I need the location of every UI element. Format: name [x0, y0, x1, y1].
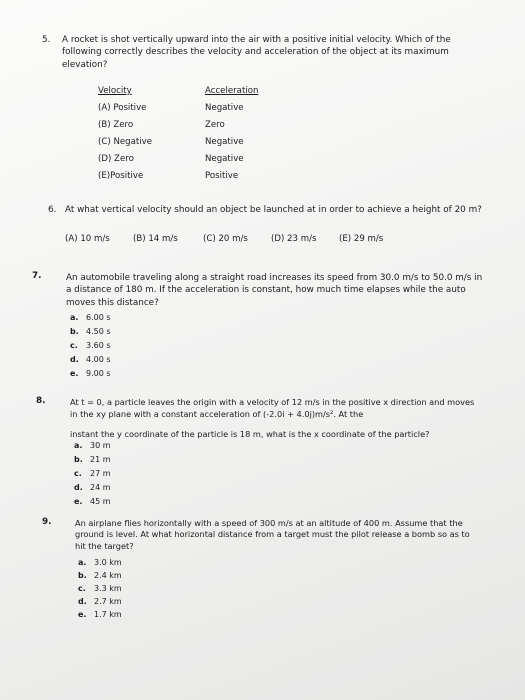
option-value: 1.7 km	[94, 610, 122, 619]
question-5-number: 5.	[42, 35, 51, 45]
option-value: 4.50 s	[86, 327, 111, 336]
question-5-text: A rocket is shot vertically upward into the air with a positive initial velocity. Which of the following correctly describes the velocity and acceleration of the object at its maximum elevation?	[62, 35, 451, 70]
q5-option-a-velocity: (A) Positive	[98, 103, 147, 113]
question-7-text: An automobile traveling along a straight road increases its speed from 30.0 m/s to 50.0 m/s in a distance of 180 m. If the acceleration is constant, how much time elapses while the auto moves this distance?	[66, 273, 483, 308]
q7-option-a	[70, 313, 111, 322]
q6-option-b: (B) 14 m/s	[133, 234, 178, 244]
q5-option-e-acceleration: Positive	[205, 171, 239, 181]
q8-option-a	[74, 441, 111, 450]
velocity-header: Velocity	[98, 86, 132, 96]
q5-option-d-velocity: (D) Zero	[98, 154, 134, 164]
question-8-text-line-2: instant the y coordinate of the particle is 18 m, what is the x coordinate of the particle?	[70, 429, 430, 439]
question-8-number: 8.	[36, 396, 46, 406]
option-letter: c.	[74, 469, 82, 478]
option-value: 3.60 s	[86, 341, 111, 350]
option-value: 3.3 km	[94, 584, 122, 593]
q5-option-c-acceleration: Negative	[205, 137, 244, 147]
q5-option-e-velocity: (E)Positive	[98, 171, 144, 181]
q6-option-c: (C) 20 m/s	[203, 234, 248, 244]
acceleration-header: Acceleration	[205, 86, 259, 96]
q7-option-e	[70, 369, 111, 378]
q7-option-c	[70, 341, 111, 350]
option-value: 24 m	[90, 483, 111, 492]
q7-option-b	[70, 327, 111, 336]
option-letter: e.	[78, 610, 87, 619]
q8-option-e	[74, 497, 111, 506]
option-letter: e.	[74, 497, 83, 506]
q5-option-b-acceleration: Zero	[205, 120, 225, 130]
q6-option-a: (A) 10 m/s	[65, 234, 110, 244]
q5-option-a-acceleration: Negative	[205, 103, 244, 113]
q6-option-e: (E) 29 m/s	[339, 234, 384, 244]
option-value: 3.0 km	[94, 558, 122, 567]
q8-option-c	[74, 469, 111, 478]
option-value: 2.4 km	[94, 571, 122, 580]
option-value: 6.00 s	[86, 313, 111, 322]
q9-option-d	[78, 597, 122, 606]
q8-option-b	[74, 455, 111, 464]
option-letter: a.	[74, 441, 83, 450]
option-value: 27 m	[90, 469, 111, 478]
q9-option-e	[78, 610, 122, 619]
question-9-number: 9.	[42, 517, 52, 527]
q5-option-c-velocity: (C) Negative	[98, 137, 153, 147]
question-8-text-line-1: At t = 0, a particle leaves the origin with a velocity of 12 m/s in the positive x direction and moves in the xy plane with a constant acceleration of (-2.0i + 4.0j)m/s². At the	[70, 397, 475, 419]
q6-options	[65, 234, 383, 244]
option-letter: a.	[78, 558, 87, 567]
q7-option-d	[70, 355, 111, 364]
q9-option-a	[78, 558, 122, 567]
q9-option-c	[78, 584, 122, 593]
option-letter: d.	[70, 355, 79, 364]
option-letter: e.	[70, 369, 79, 378]
option-letter: a.	[70, 313, 79, 322]
option-value: 4.00 s	[86, 355, 111, 364]
option-letter: b.	[70, 327, 79, 336]
q5-option-b-velocity: (B) Zero	[98, 120, 134, 130]
option-letter: d.	[74, 483, 83, 492]
q8-option-d	[74, 483, 111, 492]
q6-option-d: (D) 23 m/s	[271, 234, 317, 244]
question-6-text: At what vertical velocity should an object be launched at in order to achieve a height of 20 m?	[65, 205, 482, 215]
option-letter: b.	[78, 571, 87, 580]
option-value: 21 m	[90, 455, 111, 464]
option-value: 9.00 s	[86, 369, 111, 378]
question-9-text: An airplane flies horizontally with a speed of 300 m/s at an altitude of 400 m. Assume that the ground is level. At what horizontal distance from a target must the pilot release a bomb so as to hit the target?	[75, 518, 470, 551]
question-7-number: 7.	[32, 271, 42, 281]
option-letter: c.	[78, 584, 86, 593]
q9-option-b	[78, 571, 122, 580]
option-value: 45 m	[90, 497, 111, 506]
q5-option-d-acceleration: Negative	[205, 154, 244, 164]
option-value: 30 m	[90, 441, 111, 450]
option-value: 2.7 km	[94, 597, 122, 606]
option-letter: c.	[70, 341, 78, 350]
option-letter: d.	[78, 597, 87, 606]
option-letter: b.	[74, 455, 83, 464]
question-6-number: 6.	[48, 205, 57, 215]
